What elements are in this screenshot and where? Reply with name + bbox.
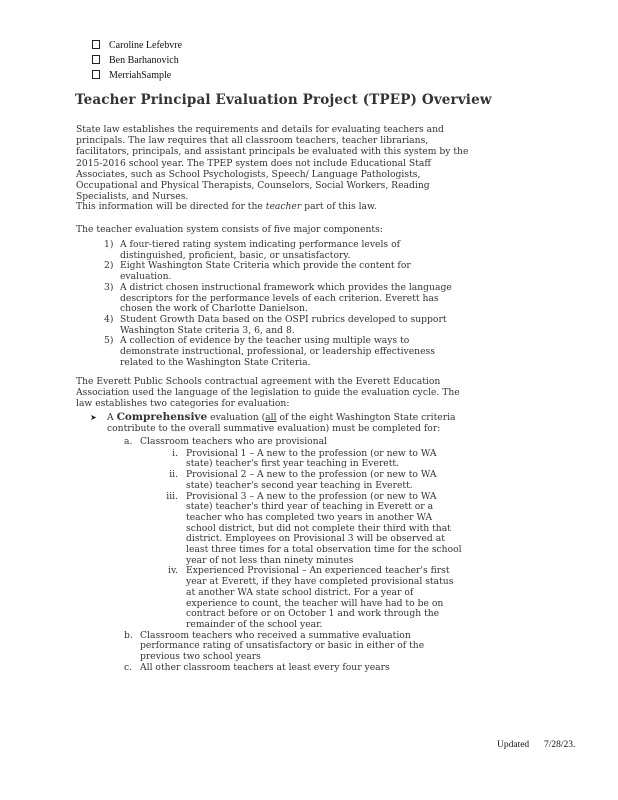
list-item: c. All other classroom teachers at least every four years: [124, 661, 390, 673]
attendee-list: [92, 38, 182, 83]
footer-updated-label: Updated: [497, 740, 530, 750]
attendee-item: Ben Barhanovich: [92, 53, 182, 68]
list-item: a. Classroom teachers who are provisional i. Provisional 1 – A new to the profession (or new to WA state) teacher's first year teaching in Everett. ii. Provisional 2 – A new to the profession (or new to WA state) teacher's second year teaching in Everett. iii. Provisional 3 – A new to the profession (or new to WA state) teacher's third year of teaching in Everett or a teacher who has completed two years in another WA school district, but did not complete their third with that district. Employees on Provisional 3 will be observed at least three times for a total observation time for the school year of not less than ninety minutes iv. Experienced Provisional – An experienced teacher's first year at Everett, if they have completed provisional status at another WA state school district. For a year of experience to count, the teacher will have had to be on contract before or on October 1 and work through the remainder of the school year.: [124, 436, 462, 630]
comprehensive-item: ➤ A Comprehensive evaluation (all of the eight Washington State criteria contribute to the overall summative evaluation) must be completed for:: [90, 411, 456, 434]
list-item: iii. Provisional 3 – A new to the profession (or new to WA state) teacher's third year of teaching in Everett or a teacher who has completed two years in another WA school district, but did not complete their third with that district. Employees on Provisional 3 will be observed at least three times for a total observation time for the school year of not less than ninety minutes: [166, 490, 462, 566]
emphasis-teacher: teacher: [265, 201, 302, 212]
list-item: 3) A district chosen instructional framework which provides the language descriptors for the performance levels of each criterion. Everett has chosen the work of Charlotte Danielson.: [104, 281, 452, 315]
checkbox-icon: [92, 70, 100, 79]
list-item: i. Provisional 1 – A new to the profession (or new to WA state) teacher's first year teaching in Everett.: [172, 447, 437, 470]
list-item: 1) A four-tiered rating system indicating performance levels of distinguished, proficient, basic, or unsatisfactory.: [104, 239, 400, 261]
list-item: ii. Provisional 2 – A new to the profession (or new to WA state) teacher's second year teaching in Everett.: [169, 469, 437, 491]
checkbox-icon: [92, 55, 100, 64]
list-item: 2) Eight Washington State Criteria which provide the content for evaluation.: [104, 260, 411, 283]
list-item: 5) A collection of evidence by the teacher using multiple ways to demonstrate instructional, professional, or leadership effectiveness related to the Washington State Criteria.: [104, 335, 435, 368]
attendee-item: Caroline Lefebvre: [92, 38, 182, 53]
list-item: iv. Experienced Provisional – An experienced teacher's first year at Everett, if they have completed provisional status at another WA state school district. For a year of experience to count, the teacher will have had to be on contract before or on October 1 and work through the remainder of the school year.: [168, 565, 454, 630]
attendee-item: MerriahSample: [92, 68, 182, 83]
agreement-paragraph: The Everett Public Schools contractual agreement with the Everett Education Association used the language of the legislation to guide the evaluation cycle. The law establishes two categories for evaluation:: [76, 376, 460, 410]
components-intro: The teacher evaluation system consists of five major components:: [76, 224, 383, 235]
intro-paragraph: State law establishes the requirements and details for evaluating teachers and principals. The law requires that all classroom teachers, teacher librarians, facilitators, principals, and assistant principals be evaluated with this system by the 2015-2016 school year. The TPEP system does not include Educational Staff Associates, such as School Psychologists, Speech/ Language Pathologists, Occupational and Physical Therapists, Counselors, Social Workers, Reading Specialists, and Nurses.: [76, 124, 469, 203]
list-item: 4) Student Growth Data based on the OSPI rubrics developed to support Washington State criteria 3, 6, and 8.: [104, 313, 447, 336]
directed-paragraph: This information will be directed for the teacher part of this law.: [76, 201, 377, 212]
page-title: Teacher Principal Evaluation Project (TPEP) Overview: [75, 92, 492, 108]
provisional-list: [162, 449, 462, 631]
footer-date: 7/28/23.: [544, 740, 576, 750]
category-list: [124, 437, 464, 673]
list-item: b. Classroom teachers who received a summative evaluation performance rating of unsatisfactory or basic in either of the previous two school years: [124, 629, 425, 663]
checkbox-icon: [92, 40, 100, 49]
comprehensive-label: Comprehensive: [116, 411, 208, 423]
arrow-bullet-icon: ➤: [90, 413, 97, 422]
components-list: [104, 240, 456, 368]
underlined-all: all: [265, 412, 277, 423]
